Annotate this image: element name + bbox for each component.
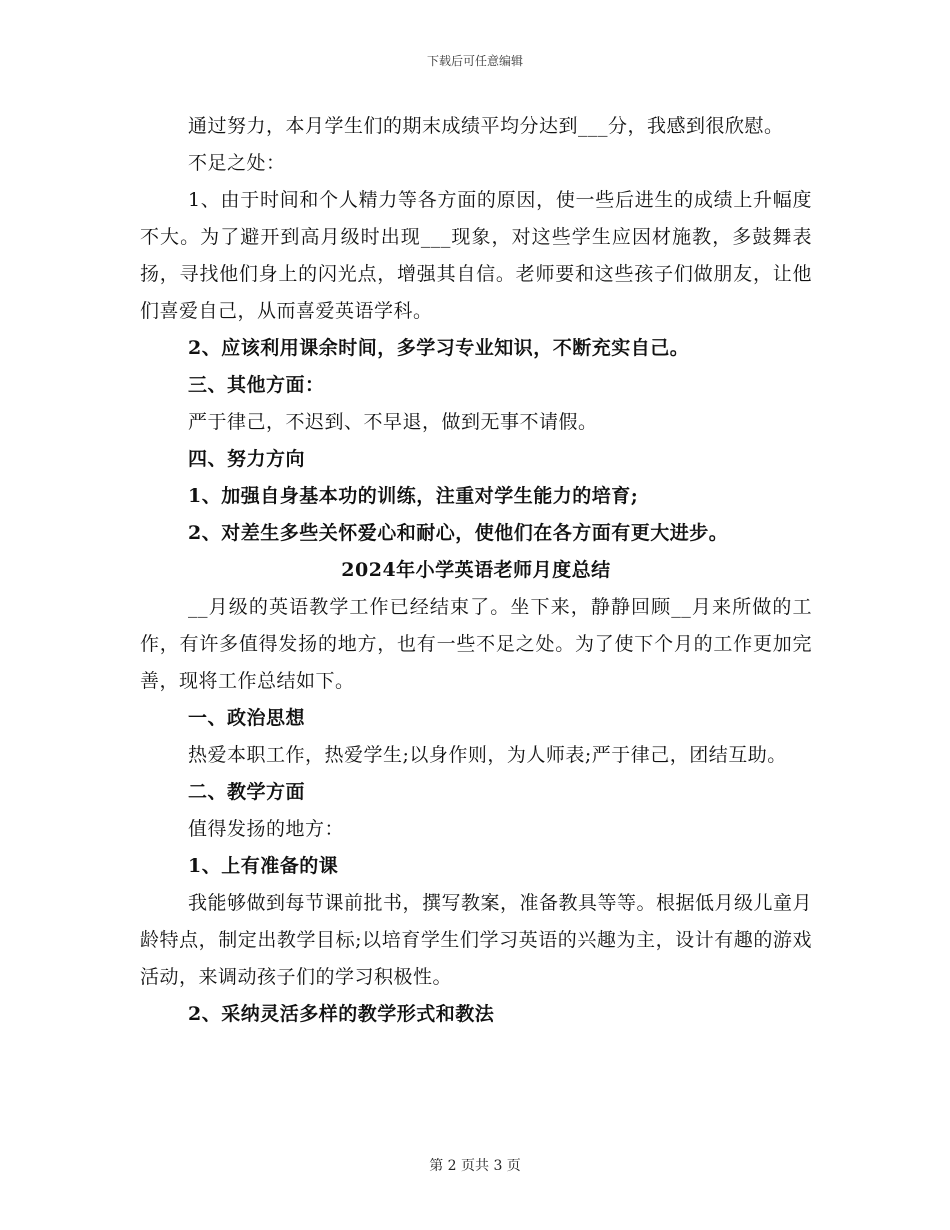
paragraph: 1、由于时间和个人精力等各方面的原因，使一些后进生的成绩上升幅度不大。为了避开到高月级时出现___现象，对这些学生应因材施教，多鼓舞表扬，寻找他们身上的闪光点，增强其自信。老师要和这些孩子们做朋友，让他们喜爱自己，从而喜爱英语学科。 [140, 189, 812, 322]
bold-paragraph: 2、应该利用课余时间，多学习专业知识，不断充实自己。 [188, 337, 690, 359]
section-heading: 二、教学方面 [188, 781, 306, 803]
bold-paragraph: 2、对差生多些关怀爱心和耐心，使他们在各方面有更大进步。 [188, 522, 729, 544]
paragraph: 不足之处： [188, 152, 286, 174]
subsection-heading: 1、上有准备的课 [188, 855, 339, 877]
paragraph: __月级的英语教学工作已经结束了。坐下来，静静回顾__月来所做的工作，有许多值得发扬的地方，也有一些不足之处。为了使下个月的工作更加完善，现将工作总结如下。 [140, 596, 812, 692]
page-header: 下载后可任意编辑 [426, 54, 523, 68]
paragraph: 我能够做到每节课前批书，撰写教案，准备教具等等。根据低月级儿童月龄特点，制定出教学目标;以培育学生们学习英语的兴趣为主，设计有趣的游戏活动，来调动孩子们的学习积极性。 [140, 892, 813, 988]
section-heading: 三、其他方面： [188, 374, 325, 396]
paragraph: 热爱本职工作，热爱学生;以身作则，为人师表;严于律己，团结互助。 [188, 744, 787, 766]
subsection-heading: 2、采纳灵活多样的教学形式和教法 [188, 1003, 495, 1025]
bold-paragraph: 1、加强自身基本功的训练，注重对学生能力的培育; [188, 485, 639, 507]
paragraph: 通过努力，本月学生们的期末成绩平均分达到___分，我感到很欣慰。 [188, 115, 784, 137]
section-heading: 四、努力方向 [188, 448, 306, 470]
paragraph: 值得发扬的地方： [188, 818, 345, 840]
document-body [140, 108, 812, 1033]
section-heading: 一、政治思想 [188, 707, 306, 729]
document-title: 2024年小学英语老师月度总结 [341, 559, 611, 581]
paragraph: 严于律己，不迟到、不早退，做到无事不请假。 [188, 411, 598, 433]
page-footer: 第 2 页共 3 页 [429, 1158, 521, 1174]
